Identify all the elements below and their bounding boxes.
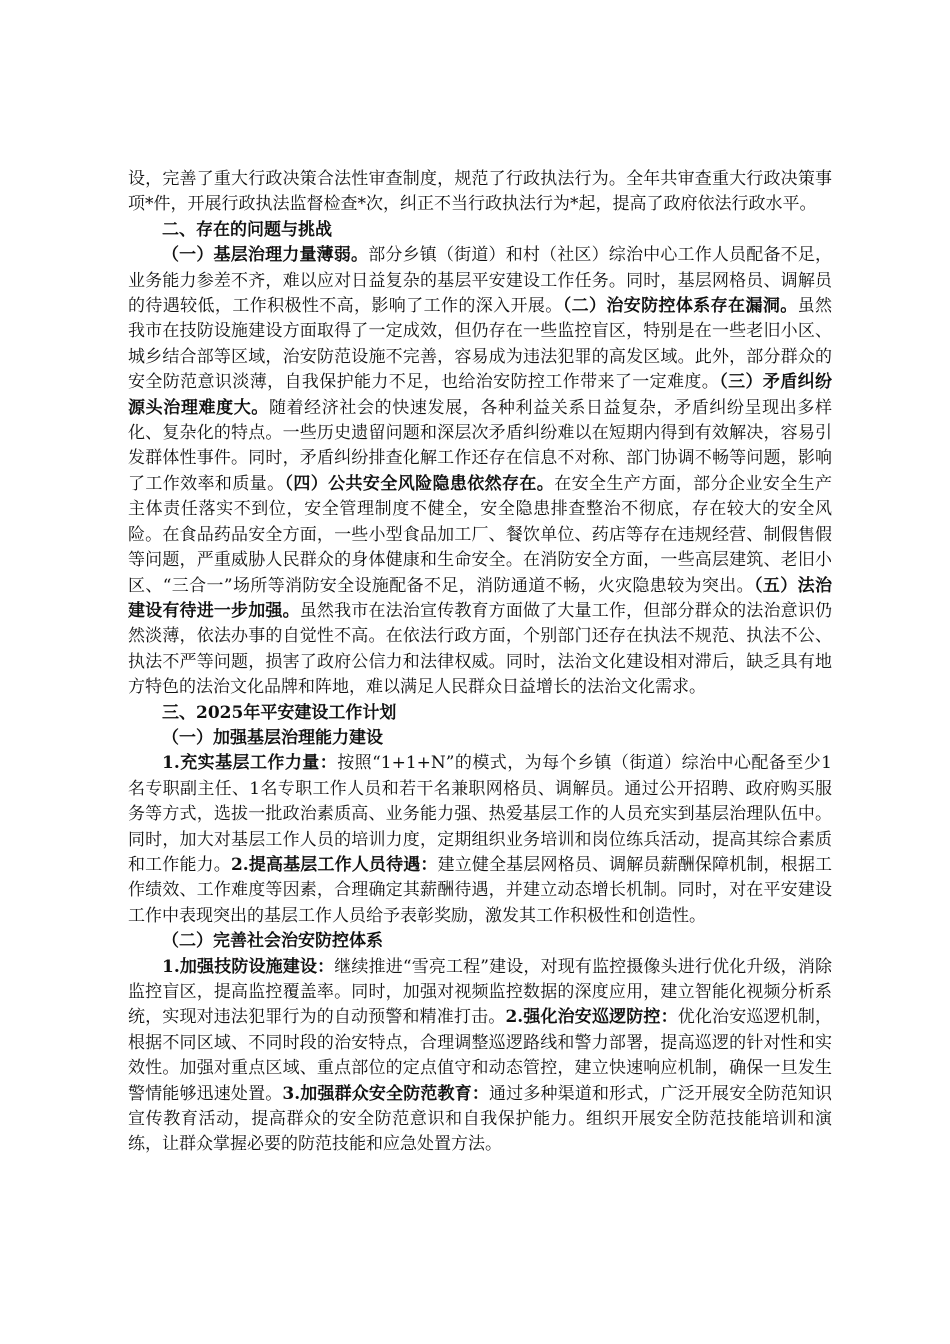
subsection-heading-grassroots-capacity: （一）加强基层治理能力建设 bbox=[162, 727, 383, 748]
item-title-safety-education: 3.加强群众安全防范教育： bbox=[282, 1083, 490, 1104]
text-dispute-governance: 随着经济社会的快速发展，各种利益关系日益复杂，矛盾纠纷呈现出多样化、复杂化的特点。一些历史遗留问题和深层次矛盾纠纷难以在短期内得到有效解决，容易引发群体性事件。同时，矛盾纠纷排查化解工作还存在信息不对称、部门协调不畅等问题，影响了工作效率和质量。 bbox=[128, 397, 833, 494]
text-rule-of-law: 虽然我市在法治宣传教育方面做了大量工作，但部分群众的法治意识仍然淡薄，依法办事的自觉性不高。在依法行政方面，个别部门还存在执法不规范、执法不公、执法不严等问题，损害了政府公信力和法律权威。同时，法治文化建设相对滞后，缺乏具有地方特色的法治文化品牌和阵地，难以满足人民群众日益增长的法治文化需求。 bbox=[128, 600, 832, 698]
item-text-patrol: 优化治安巡逻机制，根据不同区域、不同时段的治安特点，合理调整巡逻路线和警力部署，提高巡逻的针对性和实效性。加强对重点区域、重点部位的定点值守和动态管控，建立快速响应机制，确保一旦发生警情能够迅速处置。 bbox=[128, 1007, 832, 1104]
document-body bbox=[128, 167, 832, 1158]
item-text-compensation: 建立健全基层网格员、调解员薪酬保障机制，根据工作绩效、工作难度等因素，合理确定其薪酬待遇，并建立动态增长机制。同时，对在平安建设工作中表现突出的基层工作人员给予表彰奖励，激发其工作积极性和创造性。 bbox=[128, 854, 832, 926]
text-grassroots-weak: 部分乡镇（街道）和村（社区）综治中心工作人员配备不足，业务能力参差不齐，难以应对日益复杂的基层平安建设工作任务。同时，基层网格员、调解员的待遇较低，工作积极性不高，影响了工作的深入开展。 bbox=[128, 245, 833, 317]
subheading-public-safety-risks: （四）公共安全风险隐患依然存在。 bbox=[284, 473, 555, 494]
paragraph-security-system bbox=[128, 955, 832, 1158]
subheading-rule-of-law: （五）法治建设有待进一步加强。 bbox=[128, 575, 832, 621]
paragraph-grassroots-capacity bbox=[128, 751, 832, 929]
item-title-staffing: 1.充实基层工作力量： bbox=[162, 753, 338, 774]
text-public-safety-risks: 在安全生产方面，部分企业安全生产主体责任落实不到位，安全管理制度不健全，安全隐患排查整治不彻底，存在较大的安全风险。在食品药品安全方面，一些小型食品加工厂、餐饮单位、药店等存在违规经营、制假售假等问题，严重威胁人民群众的身体健康和生命安全。在消防安全方面，一些高层建筑、老旧小区、“三合一”场所等消防安全设施配备不足，消防通道不畅，火灾隐患较为突出。 bbox=[128, 473, 833, 596]
subheading-grassroots-weak: （一）基层治理力量薄弱。 bbox=[162, 245, 369, 266]
item-title-compensation: 2.提高基层工作人员待遇： bbox=[230, 854, 438, 875]
subheading-security-gaps: （二）治安防控体系存在漏洞。 bbox=[562, 296, 798, 317]
paragraph-intro-continued: 设，完善了重大行政决策合法性审查制度，规范了行政执法行为。全年共审查重大行政决策事项*件，开展行政执法监督检查*次，纠正不当行政执法行为*起，提高了政府依法行政水平。 bbox=[128, 169, 832, 215]
item-title-tech-defense: 1.加强技防设施建设： bbox=[162, 956, 335, 977]
section-heading-2025-plan: 三、2025年平安建设工作计划 bbox=[162, 702, 397, 723]
item-text-tech-defense: 继续推进“雪亮工程”建设，对现有监控摄像头进行优化升级，消除监控盲区，提高监控覆盖率。同时，加强对视频监控数据的深度应用，建立智能化视频分析系统，实现对违法犯罪行为的自动预警和精准打击。 bbox=[128, 956, 832, 1028]
subsection-heading-security-system: （二）完善社会治安防控体系 bbox=[162, 931, 383, 952]
section-heading-problems: 二、存在的问题与挑战 bbox=[162, 219, 332, 240]
item-text-staffing: 按照“1+1+N”的模式，为每个乡镇（街道）综治中心配备至少1名专职副主任、1名专职工作人员和若干名兼职网格员、调解员。通过公开招聘、政府购买服务等方式，选拔一批政治素质高、业务能力强、热爱基层工作的人员充实到基层治理队伍中。同时，加大对基层工作人员的培训力度，定期组织业务培训和岗位练兵活动，提高其综合素质和工作能力。 bbox=[128, 753, 833, 875]
item-title-patrol: 2.强化治安巡逻防控： bbox=[505, 1007, 678, 1028]
item-text-safety-education: 通过多种渠道和形式，广泛开展安全防范知识宣传教育活动，提高群众的安全防范意识和自我保护能力。组织开展安全防范技能培训和演练，让群众掌握必要的防范技能和应急处置方法。 bbox=[128, 1083, 832, 1155]
paragraph-problems bbox=[128, 243, 832, 700]
subheading-dispute-governance: （三）矛盾纠纷源头治理难度大。 bbox=[128, 372, 833, 418]
text-security-gaps: 虽然我市在技防设施建设方面取得了一定成效，但仍存在一些监控盲区，特别是在一些老旧小区、城乡结合部等区域，治安防范设施不完善，容易成为违法犯罪的高发区域。此外，部分群众的安全防范意识淡薄，自我保护能力不足，也给治安防控工作带来了一定难度。 bbox=[128, 296, 833, 393]
